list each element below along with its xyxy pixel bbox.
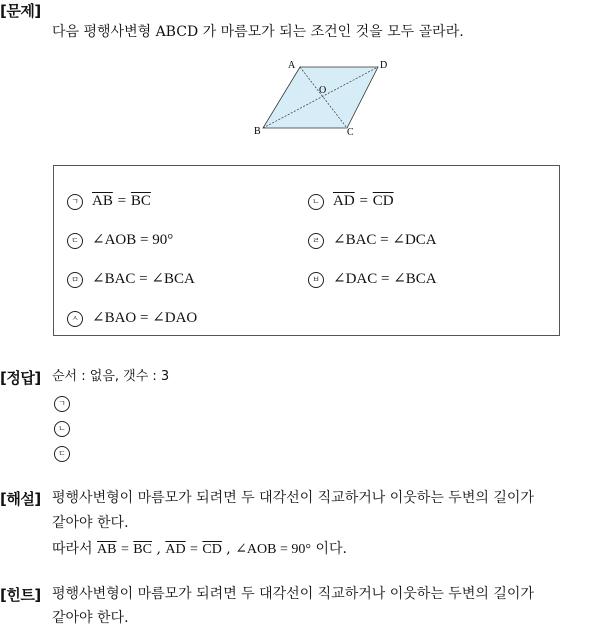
problem-label: [문제] (0, 2, 41, 20)
answer-text: 순서 : 없음, 갯수 : 3 (52, 369, 170, 384)
vertex-a-label: A (288, 60, 296, 71)
explanation-label: [해설] (0, 490, 41, 508)
option-mark: ㅁ (67, 272, 83, 288)
segment: $\overline{AD}$ (333, 193, 355, 209)
segment: $\overline{CD}$ (372, 193, 394, 209)
explanation-line-2: 같아야 한다. (52, 515, 129, 531)
option-2 (308, 190, 394, 211)
segment: $\overline{CD}$ (202, 542, 222, 557)
segment: $\overline{AB}$ (97, 542, 117, 557)
equals-sign: = (190, 542, 198, 557)
option-mark: ㄱ (67, 194, 83, 210)
options-box (53, 165, 560, 336)
explanation-line-3 (52, 539, 347, 560)
answer-item-2: ㄴ (54, 421, 70, 437)
separator: , (156, 541, 161, 557)
option-mark: ㄴ (308, 194, 324, 210)
rhombus-figure (250, 58, 395, 138)
answer-item-3: ㄷ (54, 446, 70, 462)
option-5 (67, 268, 195, 289)
vertex-b-label: B (254, 126, 261, 137)
explanation-line-1: 평행사변형이 마름모가 되려면 두 대각선이 직교하거나 이웃하는 두변의 길이가 (52, 490, 534, 506)
equals-sign: = (117, 193, 127, 209)
vertex-c-label: C (347, 127, 354, 138)
option-mark: ㄷ (67, 233, 83, 249)
segment: $\overline{AB}$ (92, 193, 113, 209)
separator: , (226, 541, 231, 557)
segment: $\overline{BC}$ (133, 542, 152, 557)
option-text: ∠BAC = ∠BCA (92, 271, 195, 287)
text: 따라서 (52, 541, 93, 557)
option-1 (67, 190, 151, 211)
answer-label: [정답] (0, 369, 41, 387)
problem-text: 다음 평행사변형 ABCD 가 마름모가 되는 조건인 것을 모두 골라라. (52, 24, 464, 40)
vertex-d-label: D (380, 60, 388, 71)
hint-line-1: 평행사변형이 마름모가 되려면 두 대각선이 직교하거나 이웃하는 두변의 길이가 (52, 586, 534, 602)
equals-sign: = (120, 542, 129, 557)
option-text: ∠BAC = ∠DCA (333, 232, 437, 248)
option-mark: ㄹ (308, 233, 324, 249)
equals-sign: = (359, 193, 368, 209)
option-text: ∠BAO = ∠DAO (92, 310, 198, 326)
vertex-o-label: O (319, 85, 327, 96)
segment: $\overline{AD}$ (165, 542, 186, 557)
option-mark: ㅅ (67, 311, 83, 327)
option-text: ∠AOB = 90° (92, 232, 174, 248)
hint-line-2: 같아야 한다. (52, 610, 129, 626)
option-3 (67, 229, 173, 250)
option-6 (308, 268, 437, 289)
option-4 (308, 229, 437, 250)
option-mark: ㅂ (308, 272, 324, 288)
text: 이다. (315, 541, 347, 557)
answer-item-1: ㄱ (54, 396, 70, 412)
segment: $\overline{BC}$ (130, 193, 151, 209)
angle-condition: ∠AOB = 90° (235, 542, 311, 557)
option-text: ∠DAC = ∠BCA (333, 271, 437, 287)
option-7 (67, 307, 197, 328)
hint-label: [힌트] (0, 586, 41, 604)
